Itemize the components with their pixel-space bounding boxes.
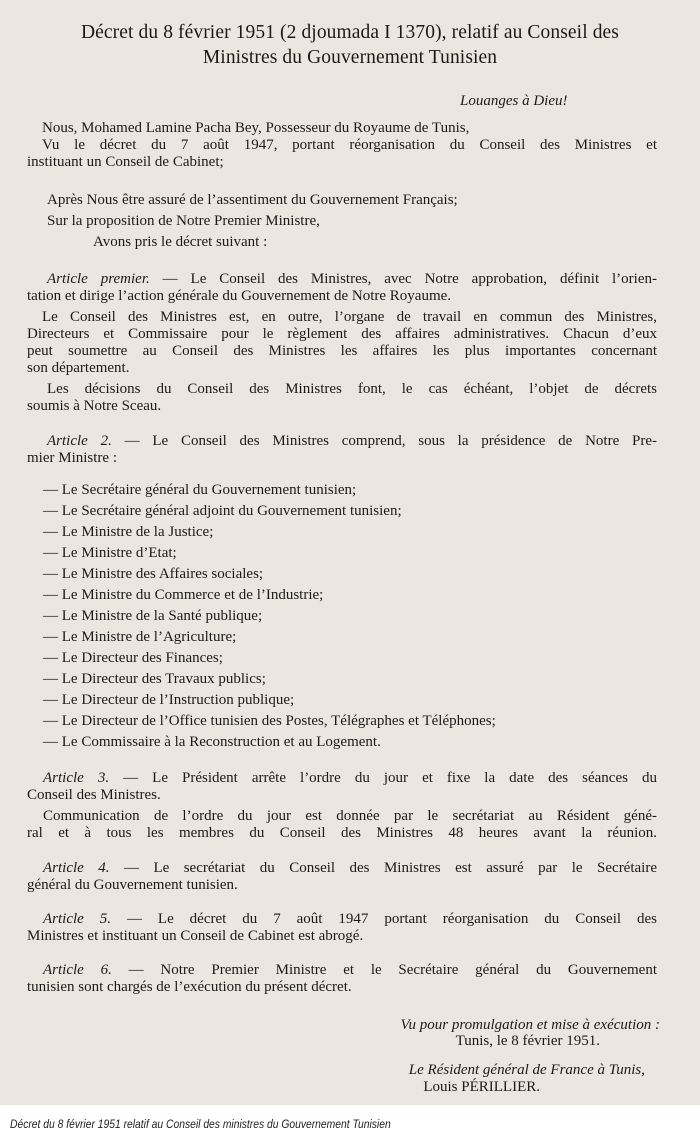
council-member-item: — Le Ministre d’Etat; [43, 545, 177, 561]
article-4-line: Article 4. — Le secrétariat du Conseil des Ministres est assuré par le Secrétaire [43, 860, 657, 876]
council-member-item: — Le Secrétaire général adjoint du Gouvernement tunisien; [43, 503, 402, 519]
council-member-item: — Le Commissaire à la Reconstruction et au Logement. [43, 734, 381, 750]
article-4-line: général du Gouvernement tunisien. [27, 877, 238, 893]
invocation: Louanges à Dieu! [460, 93, 568, 109]
place-date: Tunis, le 8 février 1951. [455, 1033, 600, 1049]
article-3-line: ral et à tous les membres du Conseil des Ministres 48 heures avant la réunion. [27, 825, 657, 841]
preamble-line: Sur la proposition de Notre Premier Ministre, [47, 213, 320, 229]
preamble-line: instituant un Conseil de Cabinet; [27, 154, 224, 170]
council-member-item: — Le Directeur de l’Office tunisien des Postes, Télégraphes et Téléphones; [43, 713, 496, 729]
article-3-line: Conseil des Ministres. [27, 787, 161, 803]
council-member-item: — Le Secrétaire général du Gouvernement tunisien; [43, 482, 357, 498]
article-2-line: mier Ministre : [27, 450, 117, 466]
article-1-line: Le Conseil des Ministres est, en outre, l’organe de travail en commun des Ministres, [42, 309, 657, 325]
article-5-line: Ministres et instituant un Conseil de Cabinet est abrogé. [27, 928, 364, 944]
preamble-line: Avons pris le décret suivant : [93, 234, 268, 250]
council-member-item: — Le Ministre de l’Agriculture; [43, 629, 237, 645]
caption-text: Décret du 8 février 1951 relatif au Conseil des ministres du Gouvernement Tunisien [10, 1117, 391, 1131]
article-6-label: Article 6. [43, 962, 112, 978]
council-member-item: — Le Directeur de l’Instruction publique; [43, 692, 295, 708]
resident-general-title: Le Résident général de France à Tunis, [408, 1062, 645, 1078]
preamble-line: Nous, Mohamed Lamine Pacha Bey, Possesseur du Royaume de Tunis, [42, 120, 470, 136]
image-caption [0, 1105, 700, 1143]
article-1-line: tation et dirige l’action générale du Gouvernement de Notre Royaume. [27, 288, 452, 304]
article-1-line: Directeurs et Commissaire pour le règlement des affaires administratives. Chacun d’eux [27, 326, 657, 342]
signatory-name: Louis PÉRILLIER. [423, 1079, 540, 1095]
title-line-1: Décret du 8 février 1951 (2 djoumada I 1370), relatif au Conseil des [80, 22, 619, 43]
preamble-line: Après Nous être assuré de l’assentiment du Gouvernement Français; [47, 192, 458, 208]
article-5-line: Article 5. — Le décret du 7 août 1947 portant réorganisation du Conseil des [43, 911, 657, 927]
preamble-line: Vu le décret du 7 août 1947, portant réorganisation du Conseil des Ministres et [42, 137, 657, 153]
article-1-line: son département. [27, 360, 130, 376]
promulgation-line: Vu pour promulgation et mise à exécution : [400, 1017, 660, 1033]
article-3-label: Article 3. [43, 770, 110, 786]
article-3-line: Communication de l’ordre du jour est donnée par le secrétariat au Résident géné- [43, 808, 657, 824]
article-6-line: tunisien sont chargés de l’exécution du présent décret. [27, 979, 352, 995]
council-member-item: — Le Ministre du Commerce et de l’Industrie; [43, 587, 324, 603]
decree-title [20, 20, 680, 70]
article-6-line: Article 6. — Notre Premier Ministre et le Secrétaire général du Gouvernement [43, 962, 658, 978]
article-1-label: Article premier. [47, 271, 150, 287]
council-member-item: — Le Ministre des Affaires sociales; [43, 566, 264, 582]
council-member-item: — Le Ministre de la Justice; [43, 524, 214, 540]
article-1-line: Les décisions du Conseil des Ministres font, le cas échéant, l’objet de décrets [47, 381, 657, 397]
article-5-label: Article 5. [43, 911, 112, 927]
article-1-line: Article premier. — Le Conseil des Ministres, avec Notre approbation, définit l’orien- [47, 271, 657, 287]
council-member-item: — Le Directeur des Finances; [43, 650, 223, 666]
article-2-line: Article 2. — Le Conseil des Ministres comprend, sous la présidence de Notre Pre- [47, 433, 657, 449]
title-line-2: Ministres du Gouvernement Tunisien [202, 47, 498, 68]
article-4-label: Article 4. [43, 860, 110, 876]
article-1-line: peut soumettre au Conseil des Ministres les affaires les plus importantes concernant [27, 343, 657, 359]
article-3-line: Article 3. — Le Président arrête l’ordre du jour et fixe la date des séances du [43, 770, 657, 786]
council-member-item: — Le Ministre de la Santé publique; [43, 608, 263, 624]
article-1-line: soumis à Notre Sceau. [27, 398, 162, 414]
council-member-item: — Le Directeur des Travaux publics; [43, 671, 266, 687]
article-2-label: Article 2. [47, 433, 112, 449]
